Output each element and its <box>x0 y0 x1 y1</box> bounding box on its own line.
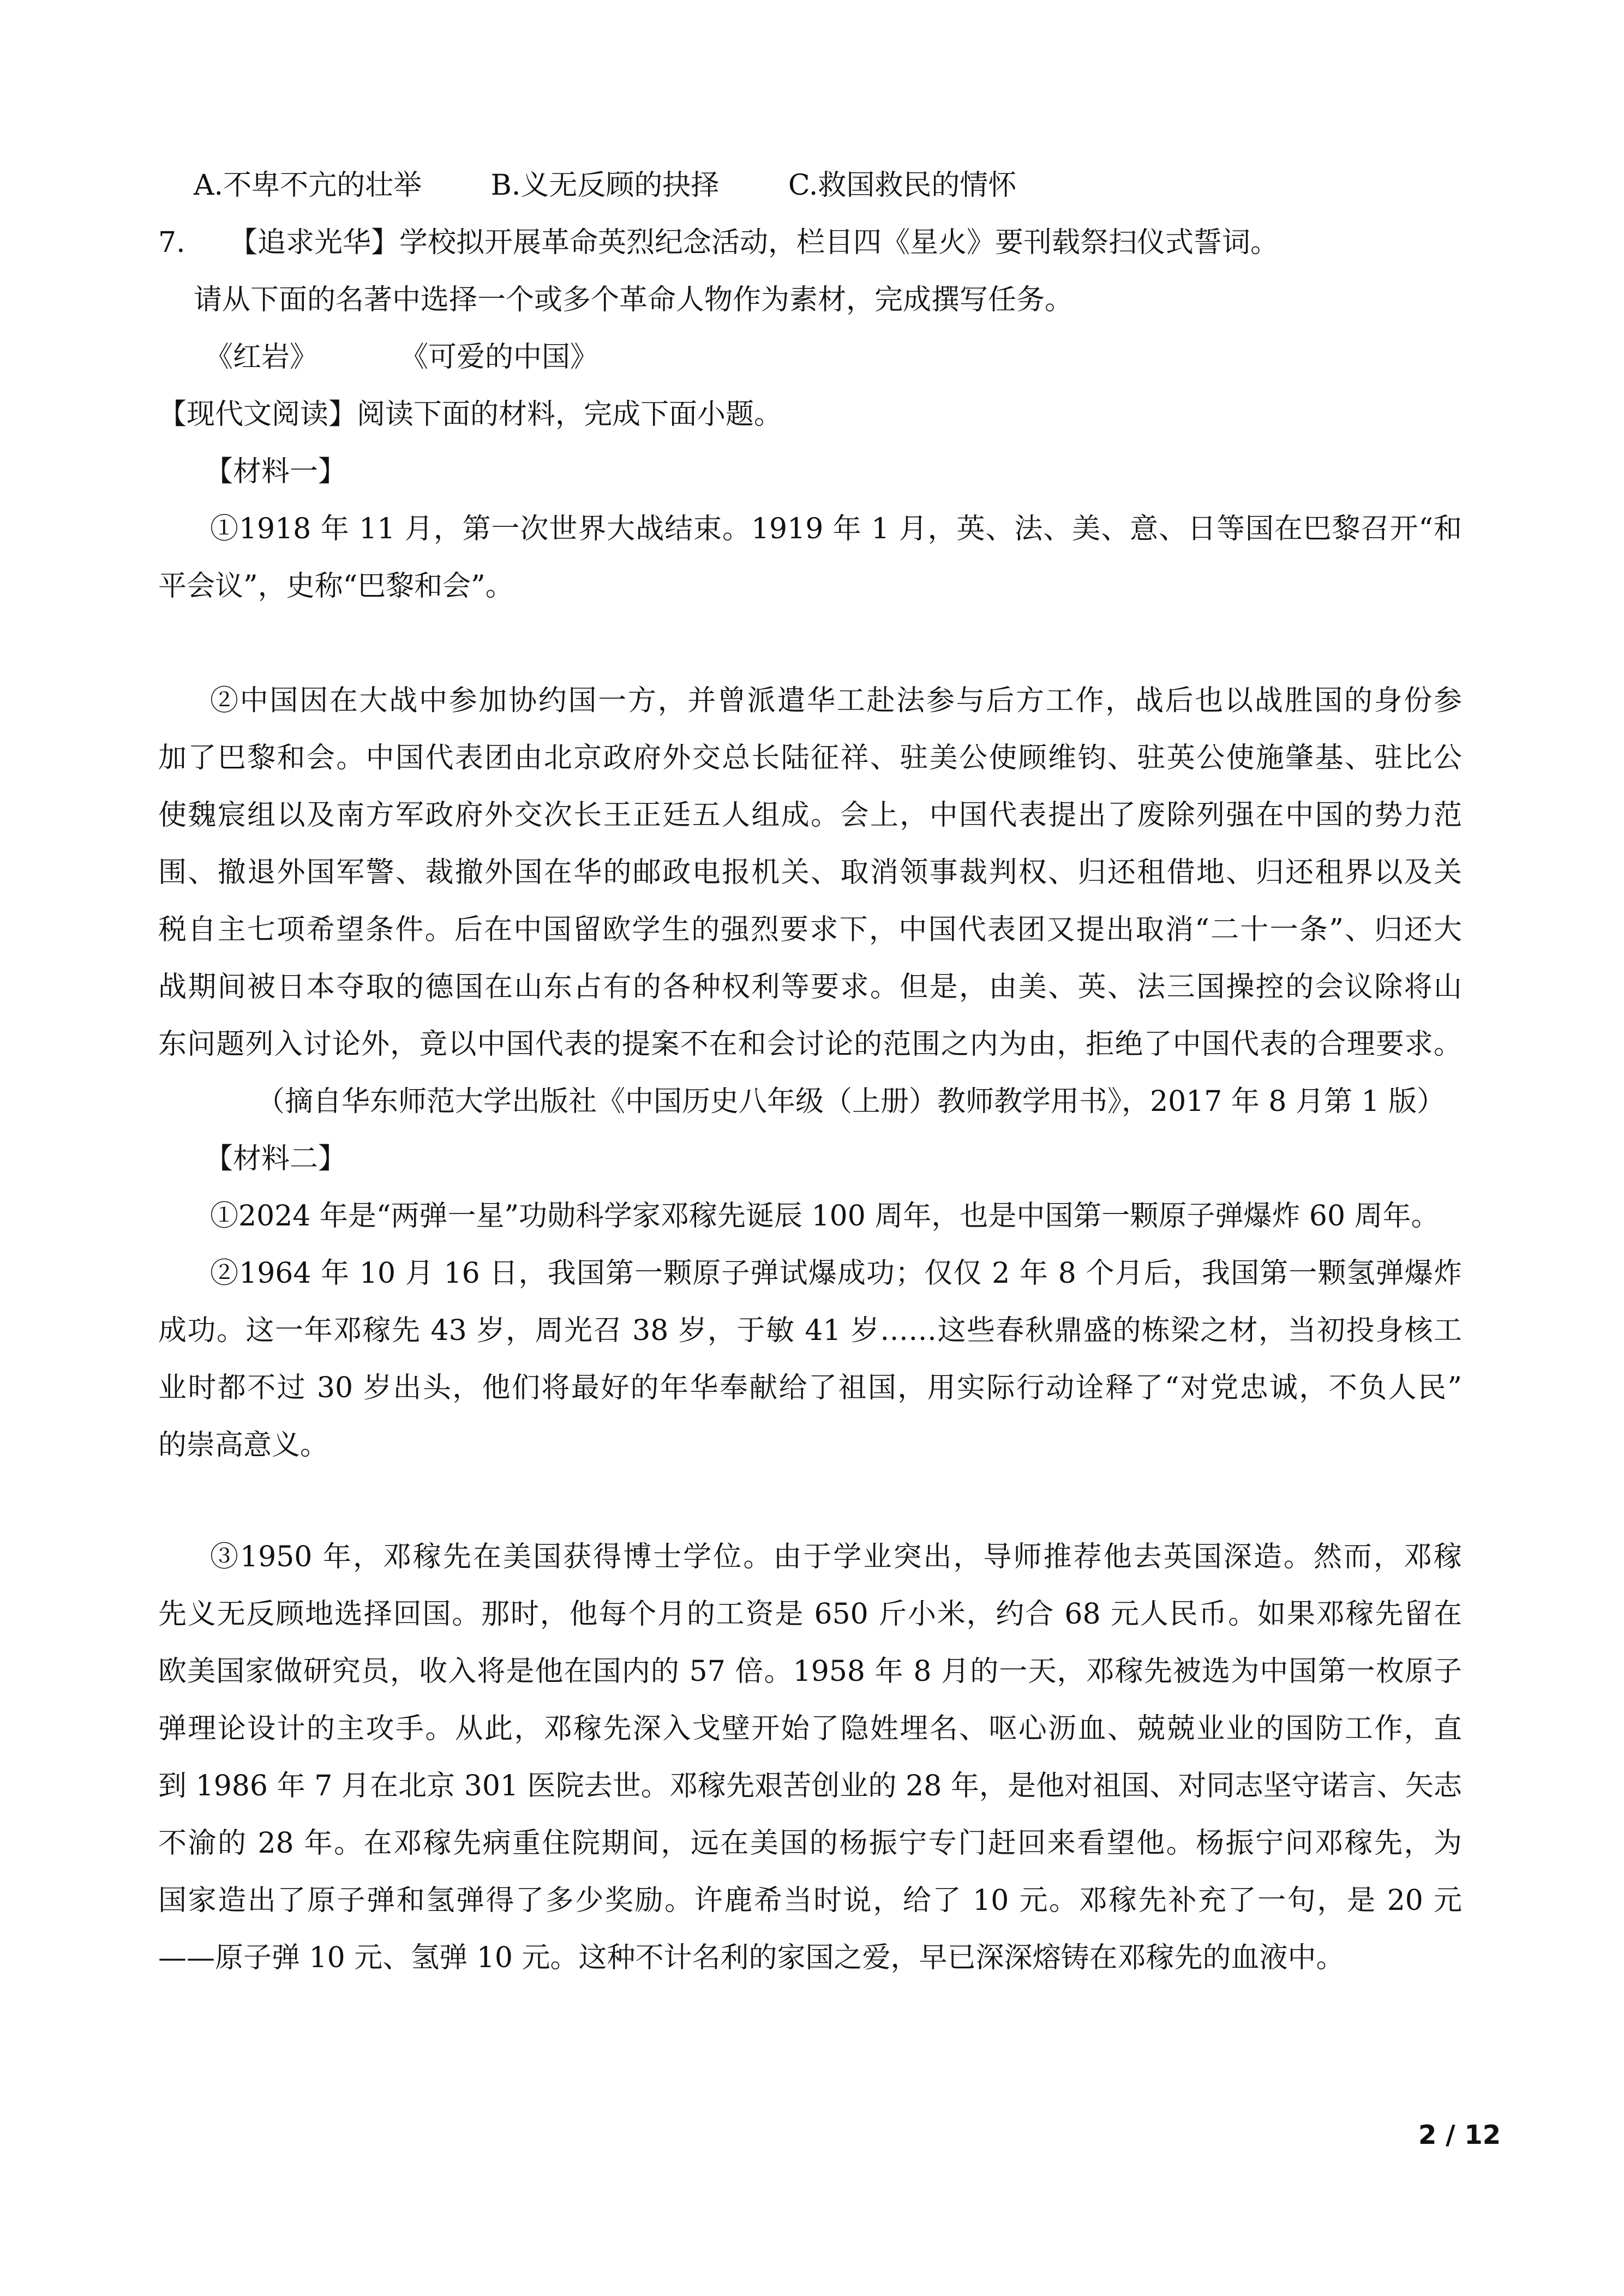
option-b: B.义无反顾的抉择 <box>490 169 720 202</box>
paragraph-line: 先义无反顾地选择回国。那时，他每个月的工资是 650 斤小米，约合 68 元人民币。如果邓稼先留在 <box>158 1598 1462 1631</box>
paragraph-line: 到 1986 年 7 月在北京 301 医院去世。邓稼先艰苦创业的 28 年，是他对祖国、对同志坚守诺言、矢志 <box>158 1770 1462 1802</box>
book-title: 《可爱的中国》 <box>400 341 599 374</box>
option-a: A.不卑不亢的壮举 <box>194 169 422 202</box>
paragraph-line: ③1950 年，邓稼先在美国获得博士学位。由于学业突出，导师推荐他去英国深造。然而，邓稼 <box>210 1541 1462 1573</box>
question-7 <box>158 224 1279 262</box>
paragraph-line: ①1918 年 11 月，第一次世界大战结束。1919 年 1 月，英、法、美、意、日等国在巴黎召开“和 <box>210 513 1462 545</box>
book-list <box>205 338 598 376</box>
paragraph-line: 业时都不过 30 岁出头，他们将最好的年华奉献给了祖国，用实际行动诠释了“对党忠诚，不负人民” <box>158 1372 1462 1404</box>
paragraph-line: 使魏宸组以及南方军政府外交次长王正廷五人组成。会上，中国代表提出了废除列强在中国的势力范 <box>158 799 1462 832</box>
material-1-title: 【材料一】 <box>205 455 347 488</box>
paragraph-line: ①2024 年是“两弹一星”功勋科学家邓稼先诞辰 100 周年，也是中国第一颗原子弹爆炸 60 周年。 <box>210 1200 1440 1233</box>
paragraph-line: 的崇高意义。 <box>158 1429 329 1462</box>
material-1-source: （摘自华东师范大学出版社《中国历史八年级（上册）教师教学用书》，2017 年 8 月第 1 版） <box>256 1085 1446 1118</box>
paragraph-line: 国家造出了原子弹和氢弹得了多少奖励。许鹿希当时说，给了 10 元。邓稼先补充了一句，是 20 元 <box>158 1884 1462 1917</box>
paragraph-line: 平会议”，史称“巴黎和会”。 <box>158 570 514 603</box>
paragraph-line: ②中国因在大战中参加协约国一方，并曾派遣华工赴法参与后方工作，战后也以战胜国的身份参 <box>210 684 1462 717</box>
paragraph-line: 加了巴黎和会。中国代表团由北京政府外交总长陆征祥、驻美公使顾维钧、驻英公使施肇基、驻比公 <box>158 742 1462 774</box>
paragraph-line: 弹理论设计的主攻手。从此，邓稼先深入戈壁开始了隐姓埋名、呕心沥血、兢兢业业的国防工作，直 <box>158 1712 1462 1745</box>
book-title: 《红岩》 <box>205 341 319 374</box>
option-c: C.救国救民的情怀 <box>788 169 1017 202</box>
question-number: 7. <box>158 226 185 259</box>
section-heading: 【现代文阅读】阅读下面的材料，完成下面小题。 <box>158 398 783 431</box>
page-number: 2 / 12 <box>1418 2120 1501 2150</box>
question-instruction: 请从下面的名著中选择一个或多个革命人物作为素材，完成撰写任务。 <box>194 284 1074 316</box>
paragraph-line: 不渝的 28 年。在邓稼先病重住院期间，远在美国的杨振宁专门赶回来看望他。杨振宁问邓稼先，为 <box>158 1827 1462 1860</box>
answer-options <box>194 166 1076 205</box>
material-2-title: 【材料二】 <box>205 1143 347 1175</box>
paragraph-line: ——原子弹 10 元、氢弹 10 元。这种不计名利的家国之爱，早已深深熔铸在邓稼先的血液中。 <box>158 1942 1345 1974</box>
question-text: 【追求光华】学校拟开展革命英烈纪念活动，栏目四《星火》要刊载祭扫仪式誓词。 <box>229 226 1279 259</box>
paragraph-line: 战期间被日本夺取的德国在山东占有的各种权利等要求。但是，由美、英、法三国操控的会议除将山 <box>158 971 1462 1003</box>
paragraph-line: ②1964 年 10 月 16 日，我国第一颗原子弹试爆成功；仅仅 2 年 8 个月后，我国第一颗氢弹爆炸 <box>210 1257 1462 1290</box>
paragraph-line: 成功。这一年邓稼先 43 岁，周光召 38 岁，于敏 41 岁……这些春秋鼎盛的栋梁之材，当初投身核工 <box>158 1314 1462 1347</box>
paragraph-line: 东问题列入讨论外，竟以中国代表的提案不在和会讨论的范围之内为由，拒绝了中国代表的合理要求。 <box>158 1028 1462 1061</box>
paragraph-line: 税自主七项希望条件。后在中国留欧学生的强烈要求下，中国代表团又提出取消“二十一条”、归还大 <box>158 913 1462 946</box>
paragraph-line: 围、撤退外国军警、裁撤外国在华的邮政电报机关、取消领事裁判权、归还租借地、归还租界以及关 <box>158 856 1462 889</box>
paragraph-line: 欧美国家做研究员，收入将是他在国内的 57 倍。1958 年 8 月的一天，邓稼先被选为中国第一枚原子 <box>158 1655 1462 1688</box>
